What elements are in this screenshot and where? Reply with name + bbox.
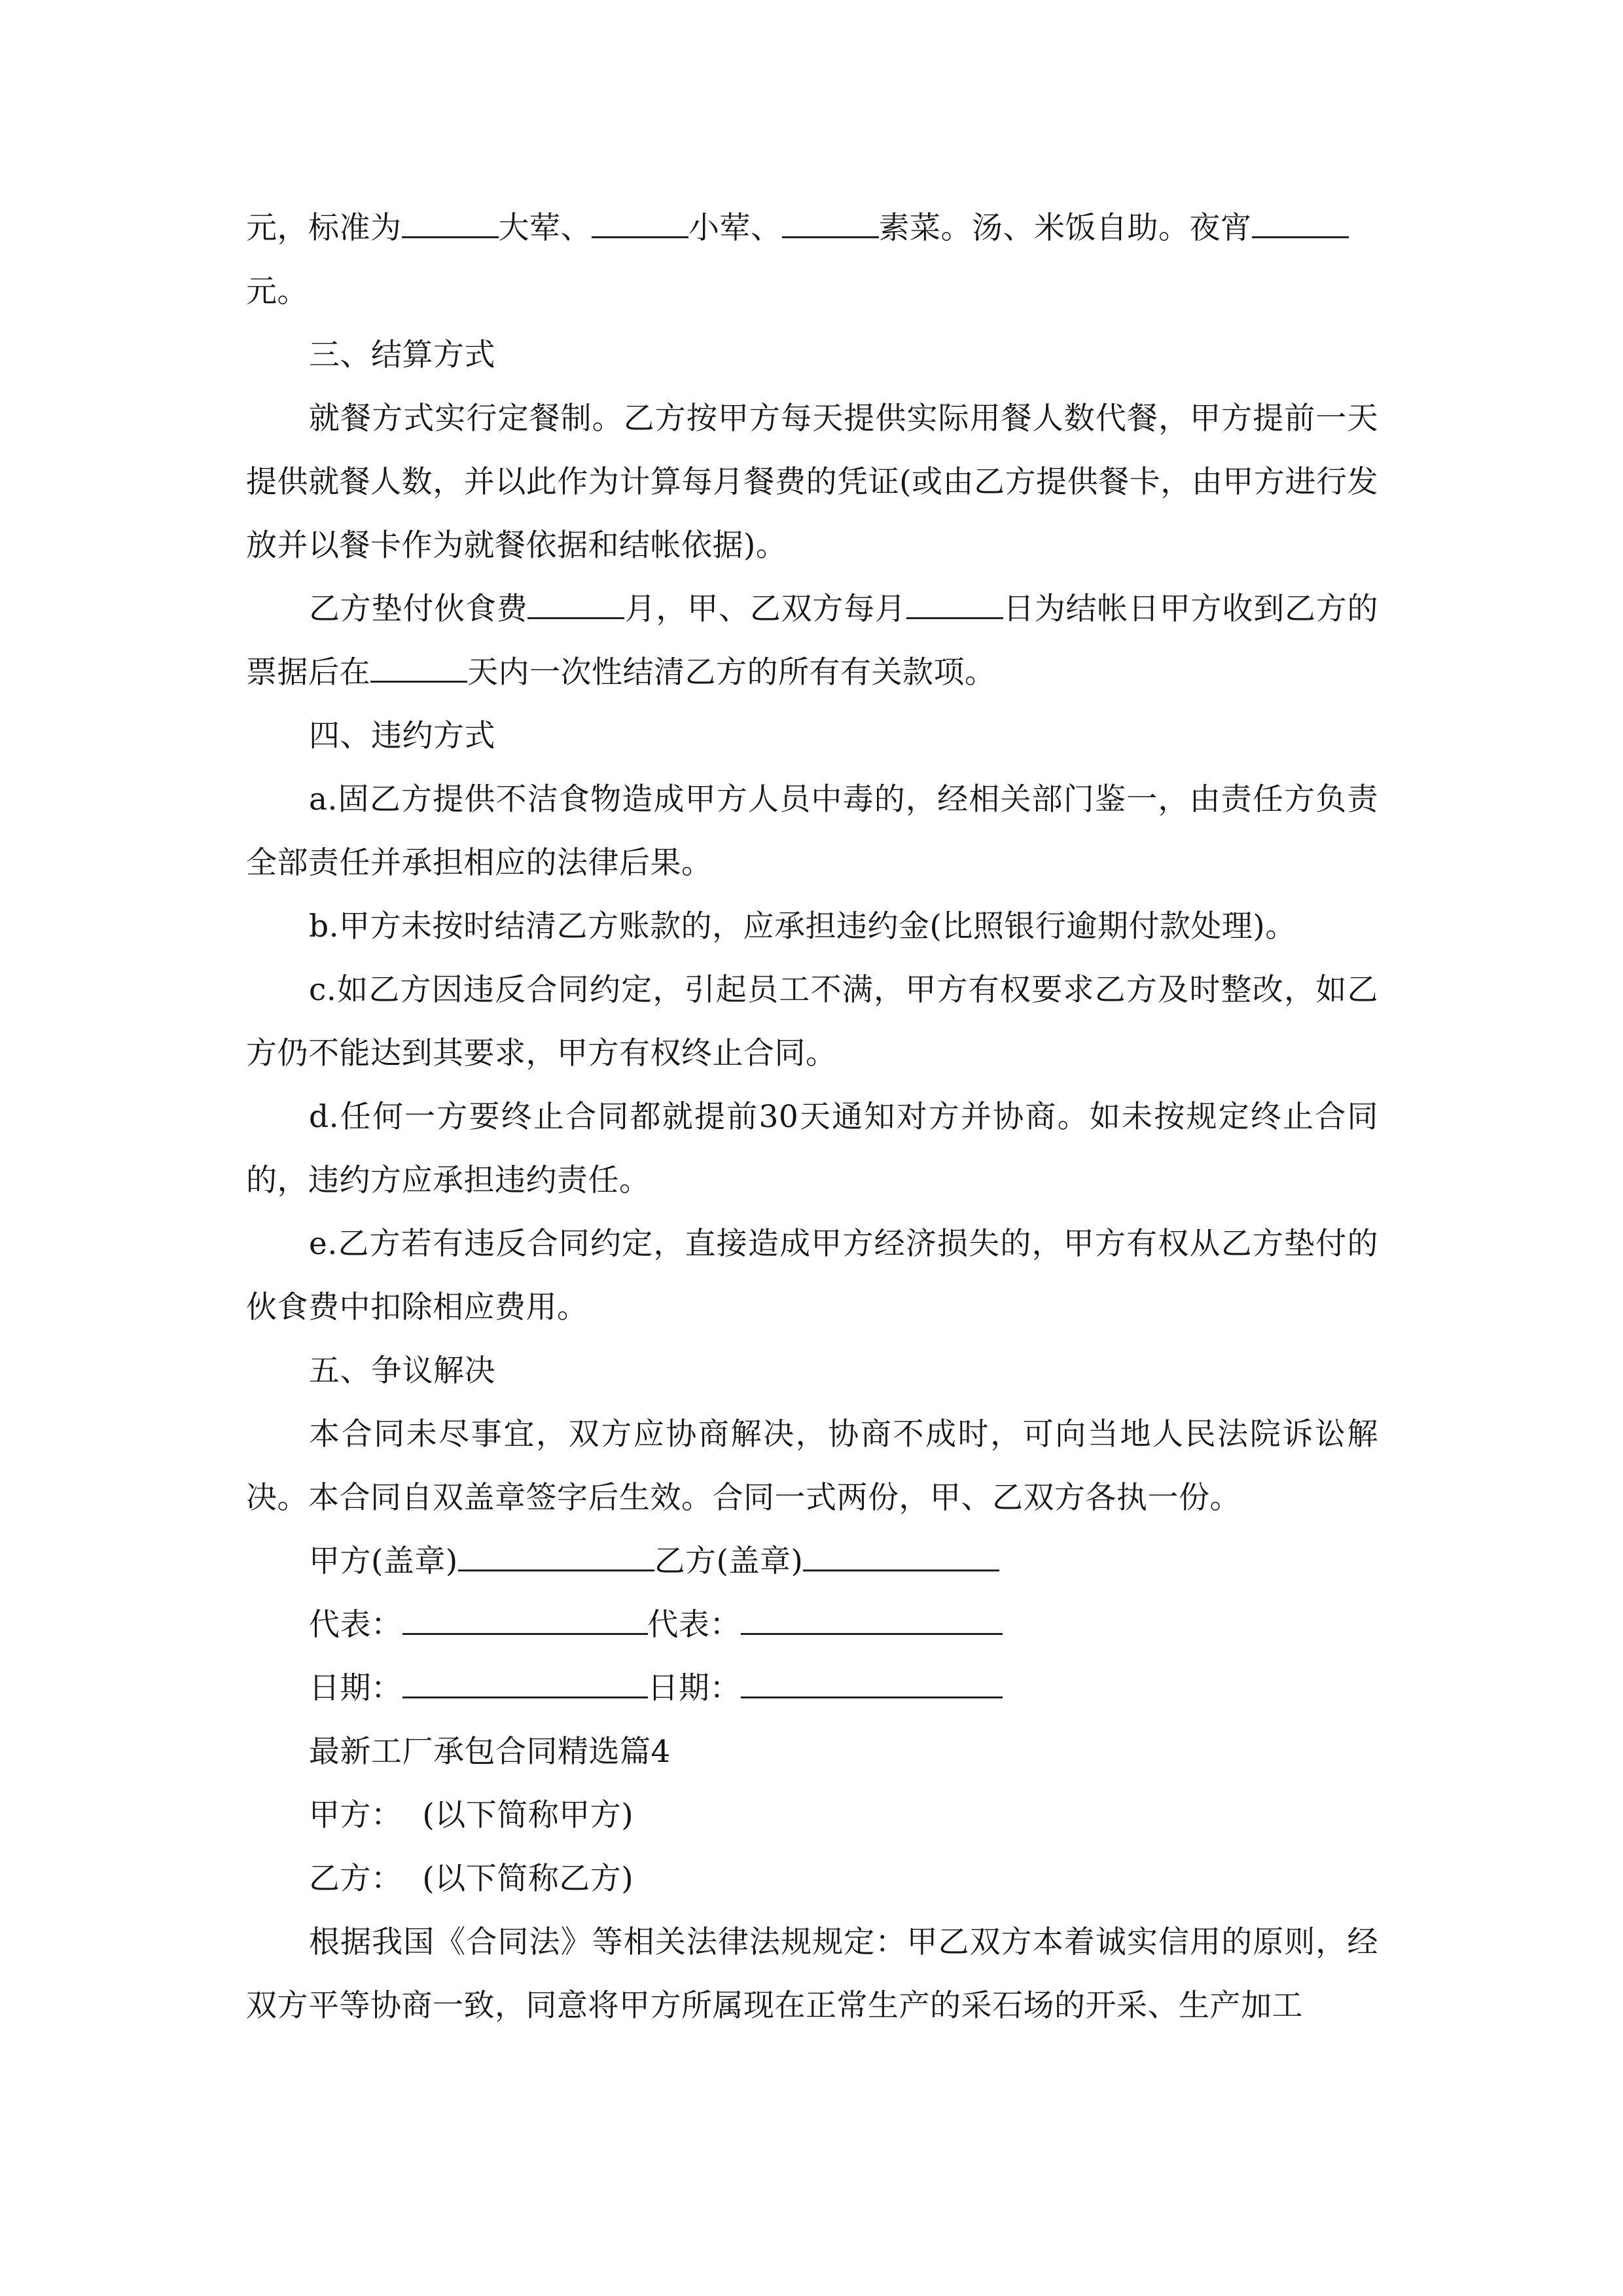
party-b-rep-blank[interactable] xyxy=(741,1604,1003,1635)
date-line xyxy=(246,1657,1378,1720)
section-4-heading: 四、违约方式 xyxy=(309,718,495,754)
payment-days-blank[interactable] xyxy=(370,652,467,683)
breach-clause-a: a.固乙方提供不洁食物造成甲方人员中毒的，经相关部门鉴一，由责任方负责全部责任并承担相应的法律后果。 xyxy=(246,781,1378,881)
advance-text-2: 月，甲、乙双方每月 xyxy=(624,591,906,627)
party-a-rep-blank[interactable] xyxy=(402,1604,648,1635)
document-body xyxy=(246,196,1378,2037)
breach-clause-d: d.任何一方要终止合同都就提前30天通知对方并协商。如未按规定终止合同的，违约方应承担违约责任。 xyxy=(246,1099,1378,1198)
late-snack-price-blank[interactable] xyxy=(1252,207,1349,238)
contract-4-title: 最新工厂承包合同精选篇4 xyxy=(309,1734,671,1770)
settlement-paragraph: 就餐方式实行定餐制。乙方按甲方每天提供实际用餐人数代餐，甲方提前一天提供就餐人数，并以此作为计算每月餐费的凭证(或由乙方提供餐卡，由甲方进行发放并以餐卡作为就餐依据和结帐依据)。 xyxy=(246,401,1378,564)
party-a-rep-label: 代表： xyxy=(309,1607,402,1643)
meal-standard-text-4: 素菜。汤、米饭自助。夜宵 xyxy=(878,210,1252,246)
advance-months-blank[interactable] xyxy=(527,588,624,619)
meal-vegetable-blank[interactable] xyxy=(782,207,879,238)
settlement-day-blank[interactable] xyxy=(906,588,1003,619)
meal-standard-text-3: 小荤、 xyxy=(688,210,782,246)
party-b-seal-label: 乙方(盖章) xyxy=(654,1543,804,1579)
advance-text-3: 日为结帐日甲方收到乙方的票据后在 xyxy=(246,591,1379,691)
meal-standard-text-5: 元。 xyxy=(246,274,308,310)
advance-payment-paragraph xyxy=(246,577,1378,704)
party-b-date-blank[interactable] xyxy=(741,1668,1003,1698)
meal-big-dish-blank[interactable] xyxy=(402,207,499,238)
party-b-line: 乙方： (以下简称乙方) xyxy=(309,1861,634,1897)
breach-clause-b: b.甲方未按时结清乙方账款的，应承担违约金(比照银行逾期付款处理)。 xyxy=(309,908,1296,944)
representative-line xyxy=(246,1593,1378,1657)
advance-text-4: 天内一次性结清乙方的所有有关款项。 xyxy=(467,655,996,691)
party-a-seal-label: 甲方(盖章) xyxy=(309,1543,458,1579)
meal-small-dish-blank[interactable] xyxy=(592,207,688,238)
section-5-heading: 五、争议解决 xyxy=(309,1353,495,1389)
party-b-date-label: 日期： xyxy=(647,1670,741,1706)
party-a-seal-blank[interactable] xyxy=(458,1541,654,1571)
party-a-date-blank[interactable] xyxy=(402,1668,648,1698)
section-3-heading: 三、结算方式 xyxy=(309,337,495,373)
party-a-line: 甲方： (以下简称甲方) xyxy=(309,1797,634,1833)
party-b-rep-label: 代表： xyxy=(647,1607,741,1643)
party-b-seal-blank[interactable] xyxy=(803,1541,999,1571)
party-a-date-label: 日期： xyxy=(309,1670,402,1706)
meal-standard-text-2: 大荤、 xyxy=(498,210,592,246)
breach-clause-e: e.乙方若有违反合同约定，直接造成甲方经济损失的，甲方有权从乙方垫付的伙食费中扣除相应费用。 xyxy=(246,1226,1378,1325)
dispute-paragraph: 本合同未尽事宜，双方应协商解决，协商不成时，可向当地人民法院诉讼解决。本合同自双盖章签字后生效。合同一式两份，甲、乙双方各执一份。 xyxy=(246,1416,1378,1516)
seal-line xyxy=(246,1530,1378,1593)
meal-standard-paragraph xyxy=(246,196,1378,323)
advance-text-1: 乙方垫付伙食费 xyxy=(309,591,528,627)
contract-4-opening-paragraph: 根据我国《合同法》等相关法律法规规定：甲乙双方本着诚实信用的原则，经双方平等协商一致，同意将甲方所属现在正常生产的采石场的开采、生产加工 xyxy=(246,1924,1378,2024)
breach-clause-c: c.如乙方因违反合同约定，引起员工不满，甲方有权要求乙方及时整改，如乙方仍不能达到其要求，甲方有权终止合同。 xyxy=(246,972,1378,1071)
meal-standard-text-1: 元，标准为 xyxy=(246,210,402,246)
